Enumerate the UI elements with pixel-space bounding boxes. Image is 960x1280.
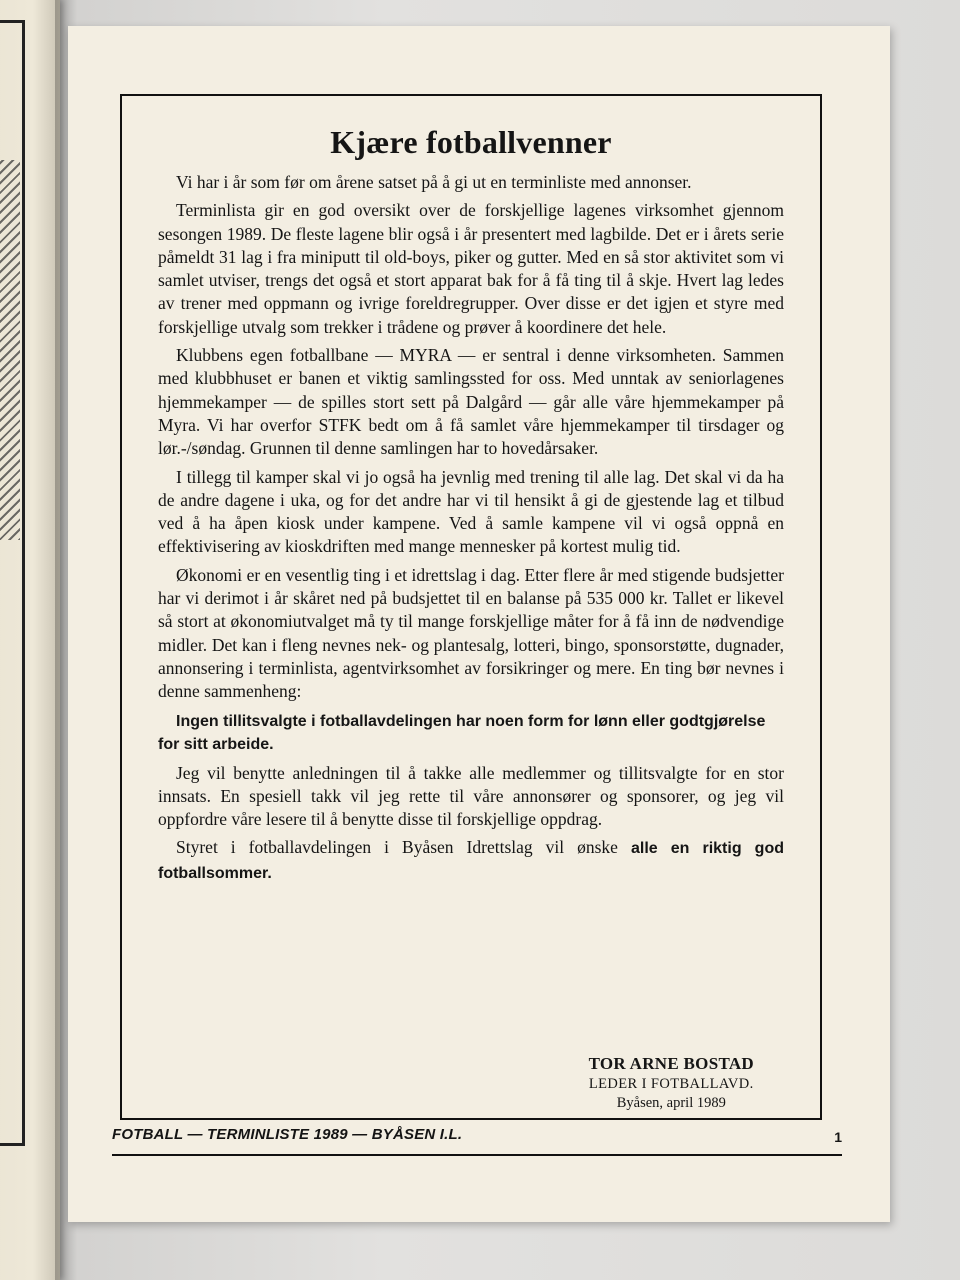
paragraph-closing [158,836,784,885]
letter-title: Kjære fotballvenner [330,124,612,160]
booklet-page [68,26,890,1222]
letter-frame [120,94,822,1120]
previous-page-edge [0,0,60,1280]
page-footer [112,1120,842,1156]
closing-text: Styret i fotballavdelingen i Byåsen Idrettslag vil ønske [176,837,631,858]
paragraph-thanks: Jeg vil benytte anledningen til å takke alle medlemmer og tillitsvalgte for en stor innsats. En spesiell takk vil jeg rette til våre annonsører og sponsorer, og jeg vil oppfordre våre lesere til å benytte disse til forskjellige oppdrag. [158,762,784,830]
page-number: 1 [834,1129,842,1145]
signature-role: LEDER I FOTBALLAVD. [588,1076,754,1092]
paragraph-intro: Vi har i år som før om årene satset på å gi ut en terminliste med annonser. [176,172,692,192]
bold-statement: Ingen tillitsvalgte i fotballavdelingen har noen form for lønn eller godtgjørelse for sitt arbeide. [158,712,766,753]
paragraph-myra: Klubbens egen fotballbane — MYRA — er sentral i denne virksomheten. Sammen med klubbhuset er banen et viktig samlingssted for oss. Med unntak av seniorlagenes hjemmekamper — de spilles stort sett på Dalgård — går alle våre hjemmekamper på Myra. Vi har overfor STFK bedt om å få samlet våre hjemmekamper til tirsdager og lør.-/søndag. Grunnen til denne samlingen har to hovedårsaker. [158,345,784,459]
signature-block [589,1054,754,1112]
signature-name: TOR ARNE BOSTAD [588,1054,754,1073]
footer-publication: FOTBALL — TERMINLISTE 1989 — BYÅSEN I.L. [112,1126,463,1143]
previous-page-pattern [0,160,20,540]
paragraph-training: I tillegg til kamper skal vi jo også ha jevnlig med trening til alle lag. Det skal vi da ha de andre dagene i uka, og for det andre har vi til hensikt å gi de gjestende lag et tilbud ved å ha åpen kiosk under kampene. Ved å samle kampene vil vi også oppnå en effektivisering av kioskdriften med mange mennesker på kortest mulig tid. [158,466,784,557]
closing-bold-text: alle en riktig god fotballsommer. [158,840,785,882]
paragraph-terminlista: Terminlista gir en god oversikt over de forskjellige lagenes virksomhet gjennom sesongen 1989. De fleste lagene blir også i år presentert med lagbilde. Det er i årets serie påmeldt 31 lag i fra miniputt til old-boys, piker og gutter. Med en så stor aktivitet som vi samlet utviser, trengs det også et stort apparat bak for å få ting til å skje. Hvert lag ledes av trener med oppmann og ivrige foreldregrupper. Over disse er det igjen et styre med forskjellige utvalg som trekker i trådene og prøver å koordinere det hele. [158,200,784,337]
signature-place-date: Byåsen, april 1989 [616,1095,726,1111]
paragraph-economy: Økonomi er en vesentlig ting i et idrettslag i dag. Etter flere år med stigende budsjetter har vi derimot i år skåret ned på budsjettet til en balanse på 535 000 kr. Tallet er likevel så stort at økonomiutvalget må ty til mange forskjellige måter for å få inn de nødvendige midler. Det kan i fleng nevnes nek- og plantesalg, lotteri, bingo, sponsorstøtte, dugnader, annonsering i terminlista, agentvirksomhet av forsikringer og mere. En ting bør nevnes i denne sammenheng: [158,564,784,702]
